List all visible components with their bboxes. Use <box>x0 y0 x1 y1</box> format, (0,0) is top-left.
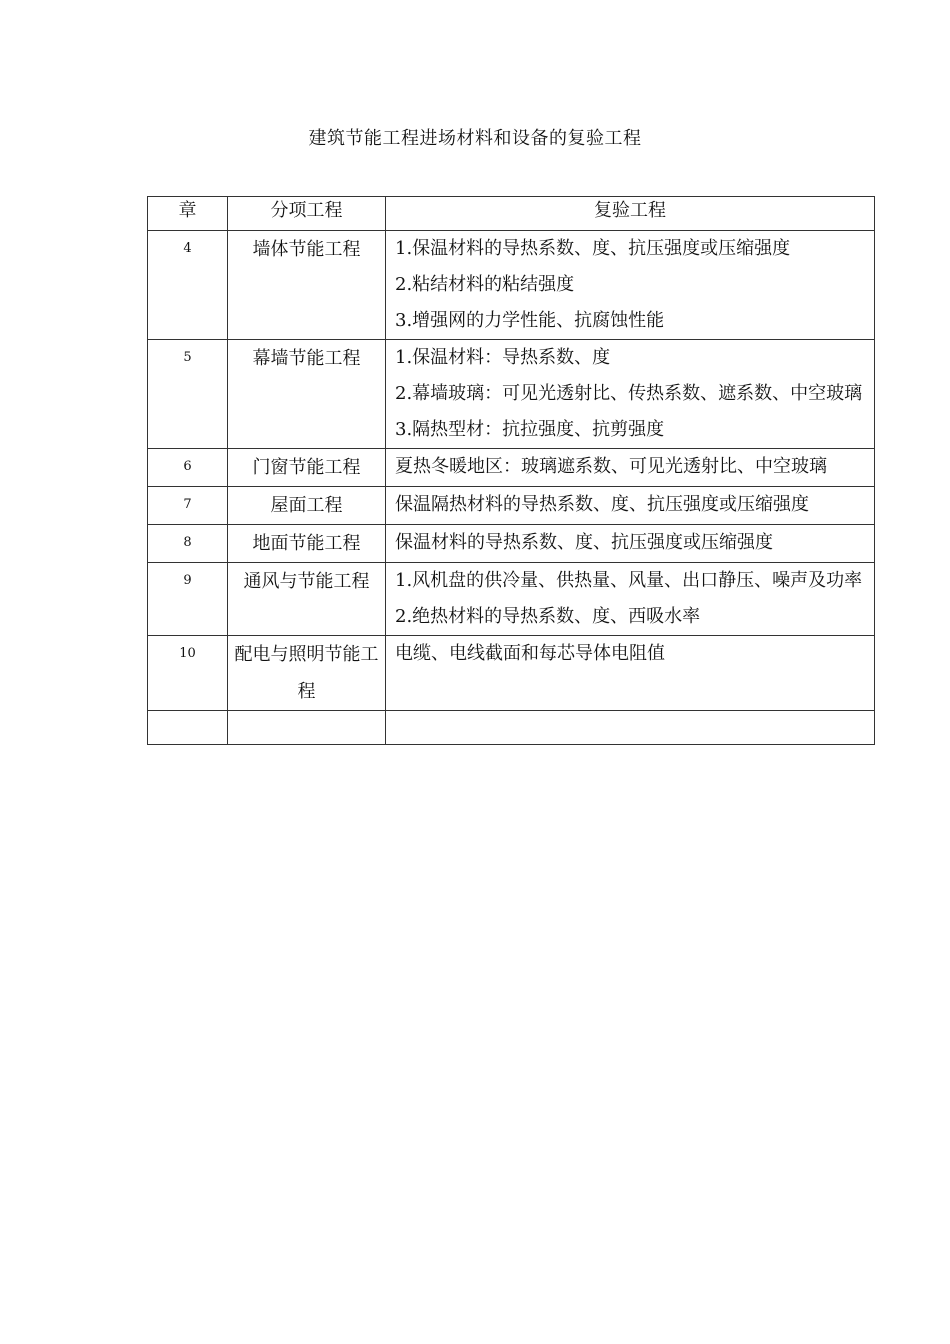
chapter-cell: 7 <box>148 487 228 525</box>
chapter-cell: 10 <box>148 636 228 711</box>
header-chapter: 章 <box>148 197 228 231</box>
header-retest-items: 复验工程 <box>386 197 875 231</box>
table-row <box>148 487 875 525</box>
table-row <box>148 636 875 711</box>
retest-item: 3.隔热型材：抗拉强度、抗剪强度 <box>395 419 665 440</box>
chapter-cell: 6 <box>148 449 228 487</box>
subproject-cell: 门窗节能工程 <box>228 449 386 487</box>
retest-items-cell <box>386 563 875 636</box>
table-row <box>148 340 875 449</box>
table-row <box>148 563 875 636</box>
subproject-cell: 地面节能工程 <box>228 525 386 563</box>
table-row <box>148 449 875 487</box>
retest-items-cell <box>386 449 875 487</box>
table-header-row <box>148 197 875 231</box>
retest-item: 1.保温材料的导热系数、度、抗压强度或压缩强度 <box>395 238 791 259</box>
header-subproject: 分项工程 <box>228 197 386 231</box>
subproject-cell: 通风与节能工程 <box>228 563 386 636</box>
retest-item: 2.绝热材料的导热系数、度、西吸水率 <box>395 606 701 627</box>
subproject-cell: 屋面工程 <box>228 487 386 525</box>
retest-item: 1.风机盘的供冷量、供热量、风量、出口静压、噪声及功率 <box>395 570 863 591</box>
empty-cell <box>228 711 386 745</box>
page-title: 建筑节能工程进场材料和设备的复验工程 <box>308 128 642 149</box>
retest-item: 2.粘结材料的粘结强度 <box>395 274 575 295</box>
retest-item: 1.保温材料：导热系数、度 <box>395 347 611 368</box>
chapter-cell: 9 <box>148 563 228 636</box>
subproject-cell: 墙体节能工程 <box>228 231 386 340</box>
chapter-cell: 8 <box>148 525 228 563</box>
chapter-cell: 4 <box>148 231 228 340</box>
retest-item: 保温隔热材料的导热系数、度、抗压强度或压缩强度 <box>395 494 809 515</box>
empty-cell <box>148 711 228 745</box>
subproject-cell: 幕墙节能工程 <box>228 340 386 449</box>
retest-items-cell <box>386 525 875 563</box>
subproject-cell: 配电与照明节能工程 <box>228 636 386 711</box>
retest-table <box>147 196 875 745</box>
empty-cell <box>386 711 875 745</box>
retest-items-cell <box>386 231 875 340</box>
retest-item: 夏热冬暖地区：玻璃遮系数、可见光透射比、中空玻璃 <box>395 456 827 477</box>
empty-table-row <box>148 711 875 745</box>
retest-item: 2.幕墙玻璃：可见光透射比、传热系数、遮系数、中空玻璃 <box>395 383 863 404</box>
table-row <box>148 525 875 563</box>
retest-item: 3.增强网的力学性能、抗腐蚀性能 <box>395 310 665 331</box>
table-row <box>148 231 875 340</box>
chapter-cell: 5 <box>148 340 228 449</box>
retest-items-cell <box>386 340 875 449</box>
retest-items-cell <box>386 487 875 525</box>
retest-item: 保温材料的导热系数、度、抗压强度或压缩强度 <box>395 532 773 553</box>
retest-item: 电缆、电线截面和每芯导体电阻值 <box>395 643 665 664</box>
retest-items-cell <box>386 636 875 711</box>
